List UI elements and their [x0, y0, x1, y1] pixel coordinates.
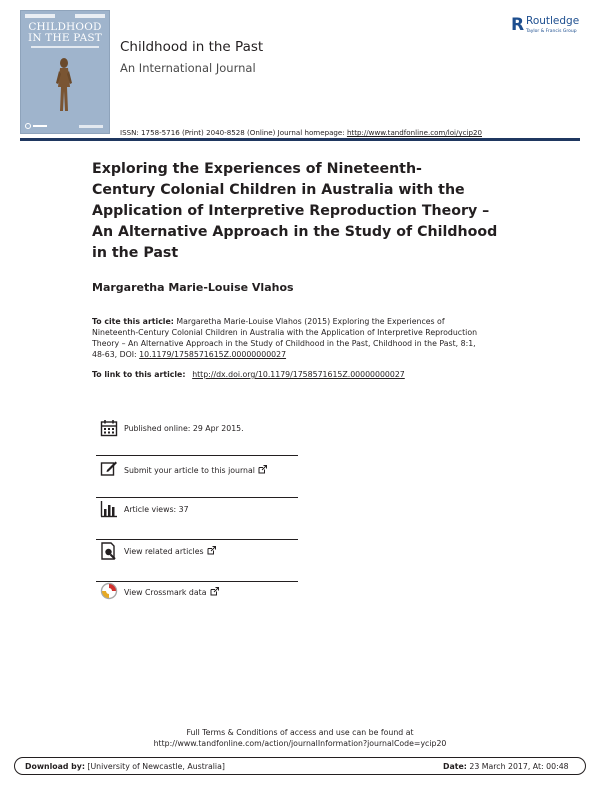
journal-subtitle: An International Journal — [120, 61, 256, 75]
journal-title: Childhood in the Past — [120, 39, 264, 55]
crossmark-icon — [100, 582, 118, 600]
article-title — [92, 159, 552, 264]
doi-link[interactable]: 10.1179/1758571615Z.00000000027 — [139, 350, 287, 359]
cover-figurine-illustration — [54, 57, 74, 115]
downloaded-by-label: Download by: — [25, 762, 85, 771]
cover-subtitle-strip — [31, 46, 99, 48]
terms-url-link[interactable]: http://www.tandfonline.com/action/journalInformation?journalCode=ycip20 — [153, 739, 447, 748]
citation-label: To cite this article: — [92, 317, 174, 326]
article-title-line: in the Past — [92, 245, 179, 261]
issn-line — [120, 128, 482, 137]
article-title-line: Exploring the Experiences of Nineteenth- — [92, 161, 422, 177]
link-label: To link to this article: — [92, 370, 189, 379]
external-link-icon — [207, 546, 216, 555]
download-info-bar — [14, 757, 586, 775]
terms-and-conditions — [0, 727, 600, 749]
downloaded-by — [25, 762, 225, 771]
issn-text: ISSN: 1758-5716 (Print) 2040-8528 (Online) Journal homepage: — [120, 128, 347, 137]
cover-header-strip — [25, 14, 105, 20]
article-url-link[interactable]: http://dx.doi.org/10.1179/1758571615Z.00000000027 — [192, 370, 405, 379]
article-title-line: Application of Interpretive Reproduction Theory – — [92, 203, 490, 219]
journal-cover-image — [20, 10, 110, 134]
bar-chart-icon — [100, 500, 118, 518]
article-title-line: Century Colonial Children in Australia with the — [92, 182, 465, 198]
external-link-icon — [210, 587, 219, 596]
crossmark-text: View Crossmark data — [124, 588, 207, 597]
search-document-icon — [100, 542, 118, 560]
published-online-text: Published online: 29 Apr 2015. — [124, 424, 244, 433]
external-link-icon — [258, 465, 267, 474]
download-date-value: 23 March 2017, At: 00:48 — [466, 762, 569, 771]
terms-line-1: Full Terms & Conditions of access and use can be found at — [186, 728, 414, 737]
routledge-r-icon: R — [511, 15, 525, 35]
cover-title-line-1: CHILDHOOD — [28, 21, 102, 33]
article-author: Margaretha Marie-Louise Vlahos — [92, 281, 294, 294]
citation-line-3: Theory – An Alternative Approach in the Study of Childhood in the Past, Childhood in the Past, 8:1, — [92, 339, 476, 348]
article-views-text: Article views: 37 — [124, 505, 189, 514]
download-date — [443, 762, 569, 771]
submit-article-item[interactable] — [96, 456, 298, 498]
article-title-line: An Alternative Approach in the Study of Childhood — [92, 224, 498, 240]
citation-line-4-prefix: 48-63, DOI: — [92, 350, 140, 359]
header-divider — [20, 138, 580, 141]
citation-line-1: Margaretha Marie-Louise Vlahos (2015) Exploring the Experiences of — [173, 317, 445, 326]
citation-line-2: Nineteenth-Century Colonial Children in Australia with the Application of Interpretive Reproduction — [92, 328, 478, 337]
downloaded-by-value: [University of Newcastle, Australia] — [84, 762, 225, 771]
published-online-item — [96, 414, 298, 456]
article-views-item — [96, 498, 298, 540]
download-date-label: Date: — [443, 762, 467, 771]
edit-icon — [100, 459, 118, 477]
related-articles-item[interactable] — [96, 540, 298, 582]
publisher-name: Routledge — [526, 15, 580, 27]
citation-block — [92, 316, 512, 360]
crossmark-item[interactable] — [96, 582, 298, 624]
calendar-icon — [100, 419, 118, 437]
cover-footer-strip — [79, 125, 103, 128]
cover-title-line-2: IN THE PAST — [28, 32, 102, 44]
related-articles-link[interactable] — [124, 546, 216, 556]
publisher-tagline: Taylor & Francis Group — [526, 29, 577, 34]
cover-publisher-logo — [25, 123, 47, 129]
submit-article-text: Submit your article to this journal — [124, 466, 255, 475]
article-link-line — [92, 370, 405, 379]
crossmark-link[interactable] — [124, 587, 219, 597]
related-articles-text: View related articles — [124, 547, 204, 556]
journal-homepage-link[interactable]: http://www.tandfonline.com/loi/ycip20 — [346, 128, 483, 137]
publisher-logo[interactable] — [511, 15, 591, 37]
cover-title — [21, 22, 109, 44]
submit-article-link[interactable] — [124, 465, 267, 475]
